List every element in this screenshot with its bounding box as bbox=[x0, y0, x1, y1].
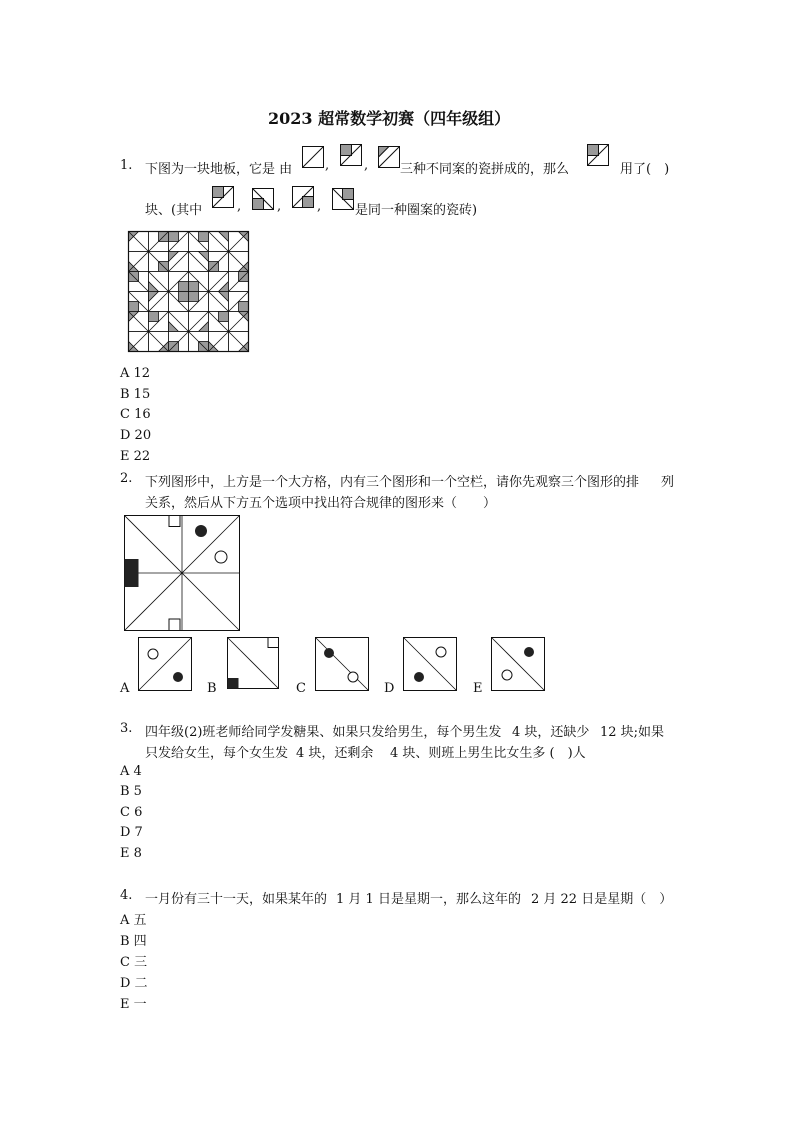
question-text: 4 块，还剩余 bbox=[296, 746, 374, 761]
tile-gray-square bbox=[179, 282, 189, 292]
tile-gray-square bbox=[219, 312, 229, 322]
choice-a-label: A bbox=[120, 681, 130, 696]
floor-tile-figure bbox=[128, 231, 249, 352]
tile-target-icon bbox=[587, 144, 609, 166]
tile-gray-square bbox=[129, 302, 139, 312]
option-c[interactable]: C 6 bbox=[120, 805, 143, 820]
tile-gray-square bbox=[169, 232, 179, 242]
option-d[interactable]: D 7 bbox=[120, 825, 143, 840]
question-text: 关系，然后从下方五个选项中找出符合规律的图形来（ ） bbox=[145, 496, 497, 511]
question-number: 1. bbox=[120, 158, 133, 173]
black-square bbox=[125, 559, 139, 573]
question-text: 列 bbox=[661, 475, 675, 490]
question-number: 2. bbox=[120, 471, 133, 486]
option-e[interactable]: E 8 bbox=[120, 846, 142, 861]
question-text: 只发给女生，每个女生发 bbox=[145, 746, 289, 761]
tile-gray-square bbox=[189, 292, 199, 302]
tile-gray-square-icon bbox=[340, 144, 362, 166]
question-text: 下列图形中，上方是一个大方格，内有三个图形和一个空栏，请你先观察三个图形的排 bbox=[145, 475, 640, 490]
question-text: 是同一种圈案的瓷砖) bbox=[355, 203, 478, 218]
tile-gray-square bbox=[179, 292, 189, 302]
option-d[interactable]: D 二 bbox=[120, 976, 148, 991]
page-title: 2023 超常数学初赛（四年级组） bbox=[268, 109, 511, 128]
tile-gray-square bbox=[199, 232, 209, 242]
tile-gray-square bbox=[189, 282, 199, 292]
option-c[interactable]: C 16 bbox=[120, 407, 151, 422]
choice-d[interactable] bbox=[403, 637, 457, 691]
option-a[interactable]: A 12 bbox=[120, 366, 151, 381]
option-a[interactable]: A 4 bbox=[120, 764, 142, 779]
white-dot bbox=[215, 551, 227, 563]
tile-plain-icon bbox=[302, 146, 324, 168]
option-e[interactable]: E 一 bbox=[120, 997, 147, 1012]
question-text: 2 月 22 日是星期（ ） bbox=[531, 892, 673, 907]
question-text: 一月份有三十一天，如果某年的 bbox=[145, 892, 328, 907]
question-text: 4 块、则班上男生比女生多 ( )人 bbox=[390, 746, 586, 761]
option-b[interactable]: B 5 bbox=[120, 784, 142, 799]
question-number: 4. bbox=[120, 888, 133, 903]
option-e[interactable]: E 22 bbox=[120, 449, 151, 464]
choice-b[interactable] bbox=[227, 637, 279, 689]
choice-e[interactable] bbox=[491, 637, 545, 691]
question-text: 下图为一块地板，它是 由 bbox=[145, 162, 293, 177]
tile-gray-square bbox=[239, 302, 249, 312]
option-a[interactable]: A 五 bbox=[120, 913, 147, 928]
separator: , bbox=[364, 158, 369, 173]
question-text: 四年级(2)班老师给同学发糖果、如果只发给男生，每个男生发 bbox=[145, 725, 502, 740]
tile-rotated-4-icon bbox=[332, 188, 354, 210]
choice-b-label: B bbox=[207, 681, 217, 696]
choice-a[interactable] bbox=[138, 637, 192, 691]
option-c[interactable]: C 三 bbox=[120, 955, 148, 970]
tile-gray-triangle-icon bbox=[378, 146, 400, 168]
choice-c[interactable] bbox=[315, 637, 369, 691]
question-number: 3. bbox=[120, 721, 133, 736]
option-d[interactable]: D 20 bbox=[120, 428, 152, 443]
tile-gray-square bbox=[149, 312, 159, 322]
option-b[interactable]: B 四 bbox=[120, 934, 147, 949]
question-text: 用了( ) bbox=[620, 162, 670, 177]
separator: , bbox=[237, 199, 242, 214]
choice-d-label: D bbox=[384, 681, 395, 696]
small-square bbox=[169, 619, 180, 631]
choice-c-label: C bbox=[296, 681, 306, 696]
separator: , bbox=[317, 199, 322, 214]
option-b[interactable]: B 15 bbox=[120, 387, 151, 402]
small-square bbox=[169, 516, 180, 527]
question-text: 1 月 1 日是星期一，那么这年的 bbox=[336, 892, 521, 907]
tile-rotated-3-icon bbox=[292, 186, 314, 208]
black-square bbox=[125, 573, 139, 587]
tile-rotated-1-icon bbox=[212, 186, 234, 208]
tile-rotated-2-icon bbox=[252, 188, 274, 210]
separator: , bbox=[325, 158, 330, 173]
question-text: 三种不同案的瓷拼成的，那么 bbox=[400, 162, 570, 177]
question-text: 块、(其中 bbox=[145, 203, 203, 218]
question-text: 4 块，还缺少 bbox=[512, 725, 590, 740]
choice-e-label: E bbox=[473, 681, 483, 696]
separator: , bbox=[277, 199, 282, 214]
puzzle-big-square bbox=[124, 515, 240, 631]
black-dot bbox=[195, 525, 207, 537]
question-text: 12 块;如果 bbox=[600, 725, 665, 740]
